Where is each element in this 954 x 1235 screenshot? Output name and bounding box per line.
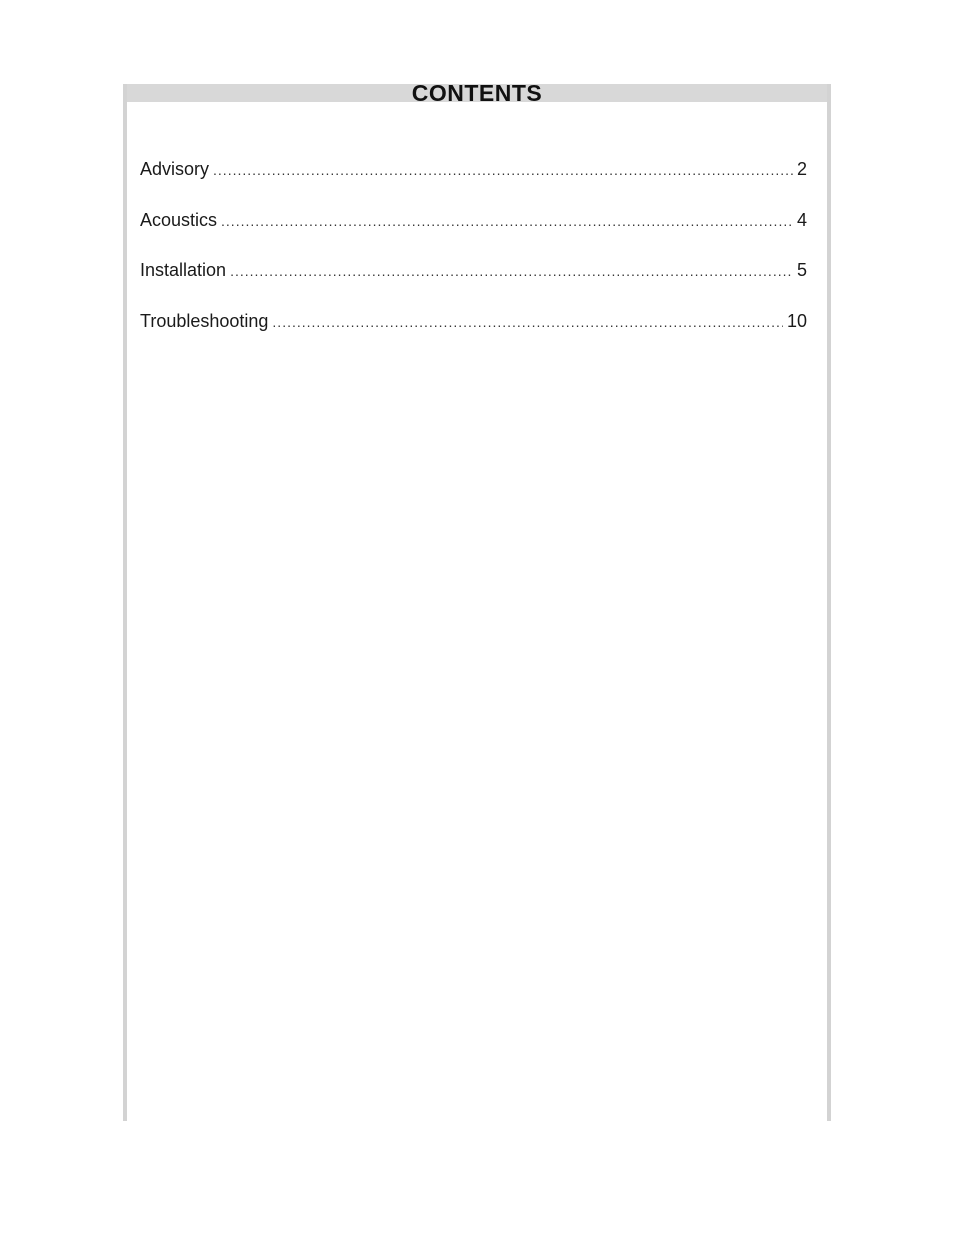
toc-entry-page: 2 [796, 159, 807, 179]
page-title: CONTENTS [411, 80, 543, 106]
toc-entry-page: 5 [796, 260, 807, 280]
toc-entry-label: Installation [140, 260, 227, 280]
toc-entry-page: 10 [786, 310, 807, 331]
dot-leader [272, 309, 783, 335]
toc-entry-label: Acoustics [140, 209, 218, 230]
table-of-contents [140, 156, 807, 358]
dot-leader [213, 157, 793, 183]
toc-entry-label: Advisory [140, 159, 210, 179]
toc-entry-acoustics[interactable] [140, 207, 807, 258]
toc-entry-installation[interactable] [140, 257, 807, 308]
dot-leader [230, 258, 793, 284]
toc-entry-page: 4 [796, 209, 807, 230]
toc-entry-troubleshooting[interactable] [140, 308, 807, 359]
toc-entry-advisory[interactable] [140, 156, 807, 207]
toc-entry-label: Troubleshooting [140, 310, 269, 331]
dot-leader [221, 208, 793, 234]
